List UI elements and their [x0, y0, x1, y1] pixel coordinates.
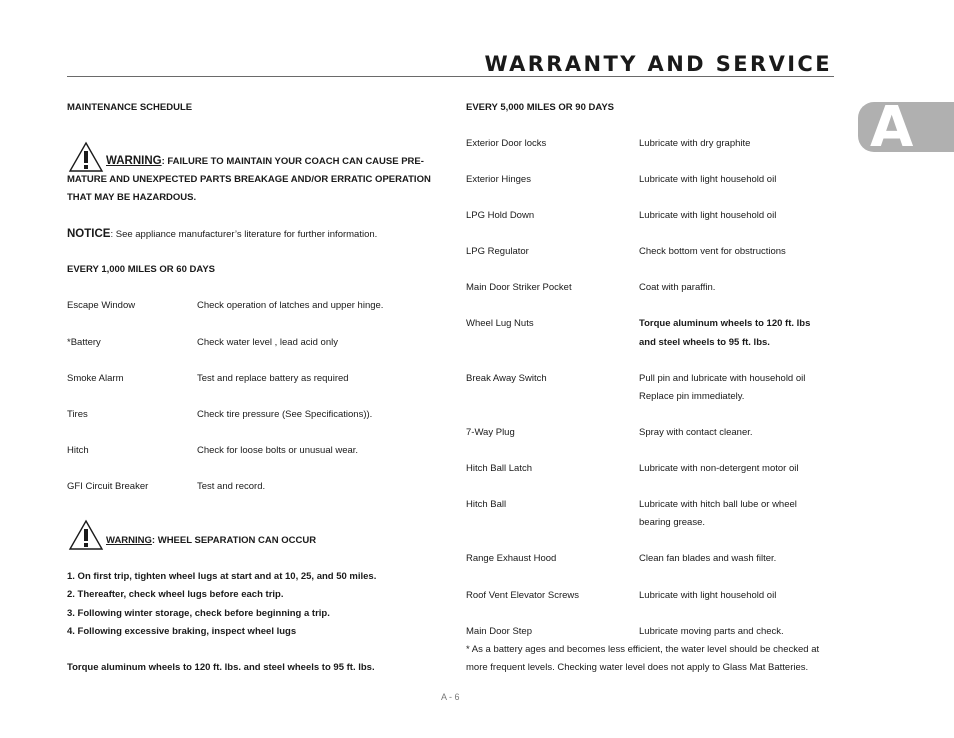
item-label: *Battery [67, 337, 101, 348]
item-action: and steel wheels to 95 ft. lbs. [639, 337, 770, 348]
item-action: Lubricate with light household oil [639, 210, 777, 221]
battery-footnote: * As a battery ages and becomes less efficient, the water level should be checked at [466, 644, 820, 655]
item-action: Check water level , lead acid only [197, 337, 338, 348]
warning-1-label: WARNING [106, 155, 162, 167]
warning-icon [68, 141, 104, 173]
item-action: Clean fan blades and wash filter. [639, 553, 777, 564]
notice-text: : See appliance manufacturer’s literature for further information. [110, 229, 378, 240]
item-action: Lubricate with light household oil [639, 174, 777, 185]
item-label: Wheel Lug Nuts [466, 318, 534, 329]
item-label: Roof Vent Elevator Screws [466, 590, 579, 601]
maintenance-heading: MAINTENANCE SCHEDULE [67, 102, 193, 113]
section-tab-letter: A [870, 102, 914, 152]
page-number: A - 6 [441, 692, 460, 702]
item-action: Coat with paraffin. [639, 282, 716, 293]
warning-1-line-3: THAT MAY BE HAZARDOUS. [67, 192, 197, 203]
warning-icon [68, 519, 104, 551]
section-tab [858, 102, 954, 152]
interval-1000-heading: EVERY 1,000 MILES OR 60 DAYS [67, 264, 216, 275]
item-label: Tires [67, 409, 88, 420]
item-action: Torque aluminum wheels to 120 ft. lbs [639, 318, 811, 329]
notice-label: NOTICE [67, 228, 111, 240]
item-action: Check bottom vent for obstructions [639, 246, 786, 257]
item-action: Lubricate with light household oil [639, 590, 777, 601]
item-label: Main Door Step [466, 626, 533, 637]
item-action: Check tire pressure (See Specifications)). [197, 409, 373, 420]
warning-2-label: WARNING [106, 535, 152, 546]
item-action: Spray with contact cleaner. [639, 427, 753, 438]
item-label: Hitch Ball Latch [466, 463, 533, 474]
torque-note: Torque aluminum wheels to 120 ft. lbs. and steel wheels to 95 ft. lbs. [67, 662, 375, 673]
header-rule [67, 76, 834, 77]
item-label: Smoke Alarm [67, 373, 124, 384]
item-label: LPG Hold Down [466, 210, 535, 221]
item-action: Lubricate with hitch ball lube or wheel [639, 499, 797, 510]
item-label: GFI Circuit Breaker [67, 481, 149, 492]
warning-1-text: : FAILURE TO MAINTAIN YOUR COACH CAN CAUSE PRE- [161, 156, 424, 167]
item-label: Main Door Striker Pocket [466, 282, 572, 293]
page-title: WARRANTY AND SERVICE [484, 52, 832, 76]
warning-1-line-1 [106, 155, 424, 168]
item-label: Hitch Ball [466, 499, 507, 510]
interval-5000-heading: EVERY 5,000 MILES OR 90 DAYS [466, 102, 615, 113]
warning-1-line-2: MATURE AND UNEXPECTED PARTS BREAKAGE AND/OR ERRATIC OPERATION [67, 174, 431, 185]
wheel-step: 3. Following winter storage, check before beginning a trip. [67, 608, 330, 619]
item-label: Exterior Door locks [466, 138, 547, 149]
item-action: Check operation of latches and upper hinge. [197, 300, 384, 311]
item-action: Check for loose bolts or unusual wear. [197, 445, 359, 456]
item-label: Range Exhaust Hood [466, 553, 557, 564]
item-action: Test and replace battery as required [197, 373, 349, 384]
wheel-step: 1. On first trip, tighten wheel lugs at start and at 10, 25, and 50 miles. [67, 571, 377, 582]
item-action: Lubricate with non-detergent motor oil [639, 463, 799, 474]
item-action: Lubricate moving parts and check. [639, 626, 784, 637]
item-label: Escape Window [67, 300, 136, 311]
item-action: Lubricate with dry graphite [639, 138, 751, 149]
wheel-step: 4. Following excessive braking, inspect wheel lugs [67, 626, 297, 637]
wheel-step: 2. Thereafter, check wheel lugs before each trip. [67, 589, 284, 600]
item-action: Pull pin and lubricate with household oil [639, 373, 806, 384]
item-label: LPG Regulator [466, 246, 529, 257]
item-action: Test and record. [197, 481, 266, 492]
notice-line [67, 228, 377, 241]
item-label: Break Away Switch [466, 373, 547, 384]
battery-footnote: more frequent levels. Checking water level does not apply to Glass Mat Batteries. [466, 662, 809, 673]
item-label: Hitch [67, 445, 89, 456]
item-label: 7-Way Plug [466, 427, 515, 438]
item-action: bearing grease. [639, 517, 706, 528]
item-label: Exterior Hinges [466, 174, 531, 185]
item-action: Replace pin immediately. [639, 391, 745, 402]
warning-2-line [106, 535, 316, 547]
warning-2-text: : WHEEL SEPARATION CAN OCCUR [151, 535, 317, 546]
